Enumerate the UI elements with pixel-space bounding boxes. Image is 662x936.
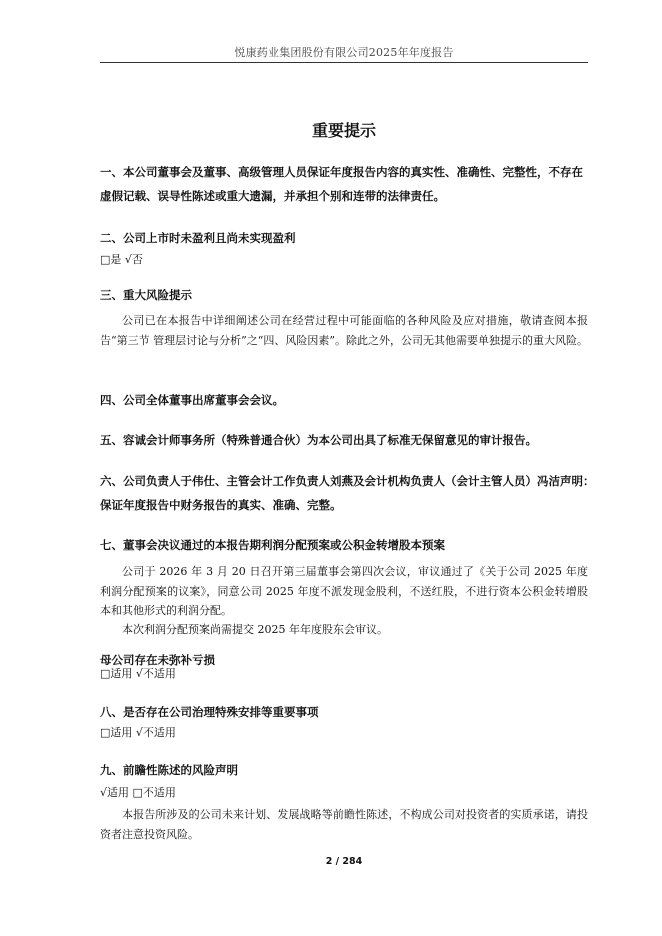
page-number: 2 / 284 bbox=[325, 856, 363, 867]
section-6-line-2: 保证年度报告中财务报告的真实、准确、完整。 bbox=[100, 498, 342, 512]
section-1-line-1: 一、本公司董事会及董事、高级管理人员保证年度报告内容的真实性、准确性、完整性，不存在 bbox=[100, 165, 583, 179]
section-2-options: □是 √否 bbox=[100, 253, 143, 266]
header-divider bbox=[100, 62, 588, 63]
section-9-heading: 九、前瞻性陈述的风险声明 bbox=[100, 763, 238, 777]
section-9-options: √适用 □不适用 bbox=[100, 786, 176, 799]
section-8-options: □适用 √不适用 bbox=[100, 726, 176, 739]
section-7-body-1: 公司于 2026 年 3 月 20 日召开第三届董事会第四次会议，审议通过了《关于公司 2025 年度利润分配预案的议案》，同意公司 2025 年度不派发现金股利，不送红股，不进行资本公积金转增股本和其他形式的利润分配。 bbox=[100, 565, 588, 617]
section-7-sub-options: □适用 √不适用 bbox=[100, 667, 176, 680]
section-3-body: 公司已在本报告中详细阐述公司在经营过程中可能面临的各种风险及应对措施，敬请查阅本报告“第三节 管理层讨论与分析”之“四、风险因素”。除此之外，公司无其他需要单独提示的重大风险。 bbox=[100, 314, 588, 347]
section-2-heading: 二、公司上市时未盈利且尚未实现盈利 bbox=[100, 231, 296, 245]
section-6-line-1: 六、公司负责人于伟仕、主管会计工作负责人刘燕及会计机构负责人（会计主管人员）冯洁声明： bbox=[100, 474, 595, 488]
section-1-line-2: 虚假记载、误导性陈述或重大遗漏，并承担个别和连带的法律责任。 bbox=[100, 189, 445, 203]
section-7-body-2: 本次利润分配预案尚需提交 2025 年年度股东会审议。 bbox=[122, 623, 388, 636]
section-8-heading: 八、是否存在公司治理特殊安排等重要事项 bbox=[100, 705, 319, 719]
section-5-heading: 五、容诚会计师事务所（特殊普通合伙）为本公司出具了标准无保留意见的审计报告。 bbox=[100, 433, 537, 447]
section-3-heading: 三、重大风险提示 bbox=[100, 288, 192, 302]
section-7-heading: 七、董事会决议通过的本报告期利润分配预案或公积金转增股本预案 bbox=[100, 538, 445, 552]
section-7-sub-heading: 母公司存在未弥补亏损 bbox=[100, 653, 215, 667]
page-title: 重要提示 bbox=[311, 121, 376, 140]
section-4-heading: 四、公司全体董事出席董事会会议。 bbox=[100, 393, 284, 407]
section-9-body: 本报告所涉及的公司未来计划、发展战略等前瞻性陈述，不构成公司对投资者的实质承诺，请投资者注意投资风险。 bbox=[100, 808, 588, 841]
running-header: 悦康药业集团股份有限公司2025年年度报告 bbox=[234, 46, 454, 59]
